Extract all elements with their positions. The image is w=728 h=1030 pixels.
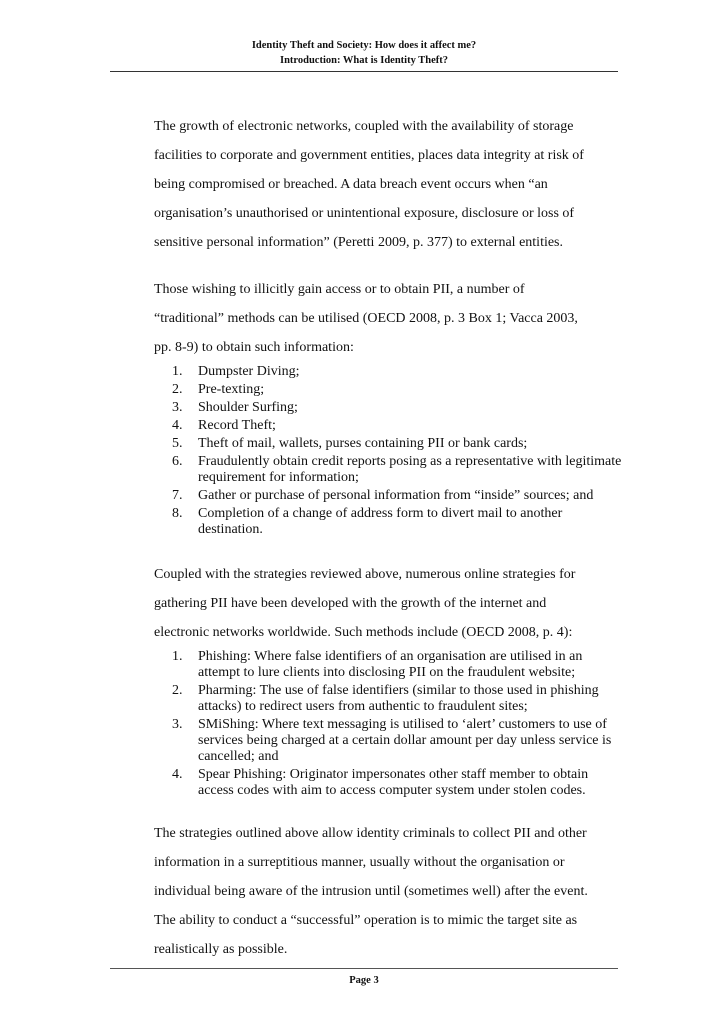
header-subtitle: Introduction: What is Identity Theft? <box>279 55 449 66</box>
list-text: Spear Phishing: Originator impersonates other staff member to obtain access codes with aim to access computer system under stolen codes. <box>198 767 589 798</box>
list-item <box>154 418 624 434</box>
text-line: realistically as possible. <box>154 942 288 957</box>
text-line: The ability to conduct a “successful” operation is to mimic the target site as <box>154 913 578 928</box>
list-number: 8. <box>172 506 183 521</box>
paragraph-data-breach <box>154 112 624 257</box>
text-line: pp. 8-9) to obtain such information: <box>154 340 354 355</box>
text-line: being compromised or breached. A data breach event occurs when “an <box>154 177 548 192</box>
list-text: Theft of mail, wallets, purses containing PII or bank cards; <box>198 436 528 451</box>
text-line: gathering PII have been developed with the growth of the internet and <box>154 596 547 611</box>
document-body <box>154 112 624 964</box>
list-text: Completion of a change of address form to divert mail to another destination. <box>198 506 563 537</box>
list-text: Pharming: The use of false identifiers (similar to those used in phishing attacks) to redirect users from authentic to fraudulent sites; <box>198 683 599 714</box>
online-methods-list <box>154 649 624 799</box>
list-text: Dumpster Diving; <box>198 364 300 379</box>
list-number: 2. <box>172 382 183 397</box>
list-text: Shoulder Surfing; <box>198 400 298 415</box>
list-number: 6. <box>172 454 183 469</box>
list-item <box>154 767 624 799</box>
list-number: 1. <box>172 364 183 379</box>
text-line: facilities to corporate and government entities, places data integrity at risk of <box>154 148 584 163</box>
text-line: electronic networks worldwide. Such methods include (OECD 2008, p. 4): <box>154 625 573 640</box>
text-line: individual being aware of the intrusion until (sometimes well) after the event. <box>154 884 588 899</box>
paragraph-conclusion <box>154 819 624 964</box>
list-text: Record Theft; <box>198 418 276 433</box>
header-divider <box>110 71 618 72</box>
list-number: 4. <box>172 767 183 782</box>
list-number: 7. <box>172 488 183 503</box>
list-item <box>154 488 624 504</box>
text-line: Coupled with the strategies reviewed above, numerous online strategies for <box>154 567 576 582</box>
paragraph-online-strategies <box>154 560 624 647</box>
list-item <box>154 400 624 416</box>
text-line: organisation’s unauthorised or unintentional exposure, disclosure or loss of <box>154 206 575 221</box>
text-line: The strategies outlined above allow identity criminals to collect PII and other <box>154 826 587 841</box>
running-header <box>110 38 618 68</box>
list-item <box>154 364 624 380</box>
list-item <box>154 382 624 398</box>
page-number: Page 3 <box>349 975 379 986</box>
list-item <box>154 649 624 681</box>
list-text: Pre-texting; <box>198 382 265 397</box>
paragraph-traditional-methods <box>154 275 624 362</box>
list-item <box>154 436 624 452</box>
list-item <box>154 454 624 486</box>
list-item <box>154 717 624 765</box>
list-text: Fraudulently obtain credit reports posing as a representative with legitimate requirement for information; <box>198 454 622 485</box>
list-number: 3. <box>172 717 183 732</box>
footer-divider <box>110 968 618 969</box>
list-number: 1. <box>172 649 183 664</box>
text-line: Those wishing to illicitly gain access or to obtain PII, a number of <box>154 282 525 297</box>
list-number: 4. <box>172 418 183 433</box>
text-line: The growth of electronic networks, coupled with the availability of storage <box>154 119 574 134</box>
text-line: “traditional” methods can be utilised (OECD 2008, p. 3 Box 1; Vacca 2003, <box>154 311 578 326</box>
text-line: sensitive personal information” (Peretti 2009, p. 377) to external entities. <box>154 235 564 250</box>
list-number: 3. <box>172 400 183 415</box>
list-number: 2. <box>172 683 183 698</box>
list-text: SMiShing: Where text messaging is utilised to ‘alert’ customers to use of services being charged at a certain dollar amount per day unless service is cancelled; and <box>198 717 612 764</box>
list-text: Phishing: Where false identifiers of an organisation are utilised in an attempt to lure clients into disclosing PII on the fraudulent website; <box>198 649 583 680</box>
list-item <box>154 683 624 715</box>
traditional-methods-list <box>154 364 624 538</box>
text-line: information in a surreptitious manner, usually without the organisation or <box>154 855 565 870</box>
list-item <box>154 506 624 538</box>
header-title: Identity Theft and Society: How does it affect me? <box>251 40 477 51</box>
list-text: Gather or purchase of personal information from “inside” sources; and <box>198 488 594 503</box>
list-number: 5. <box>172 436 183 451</box>
